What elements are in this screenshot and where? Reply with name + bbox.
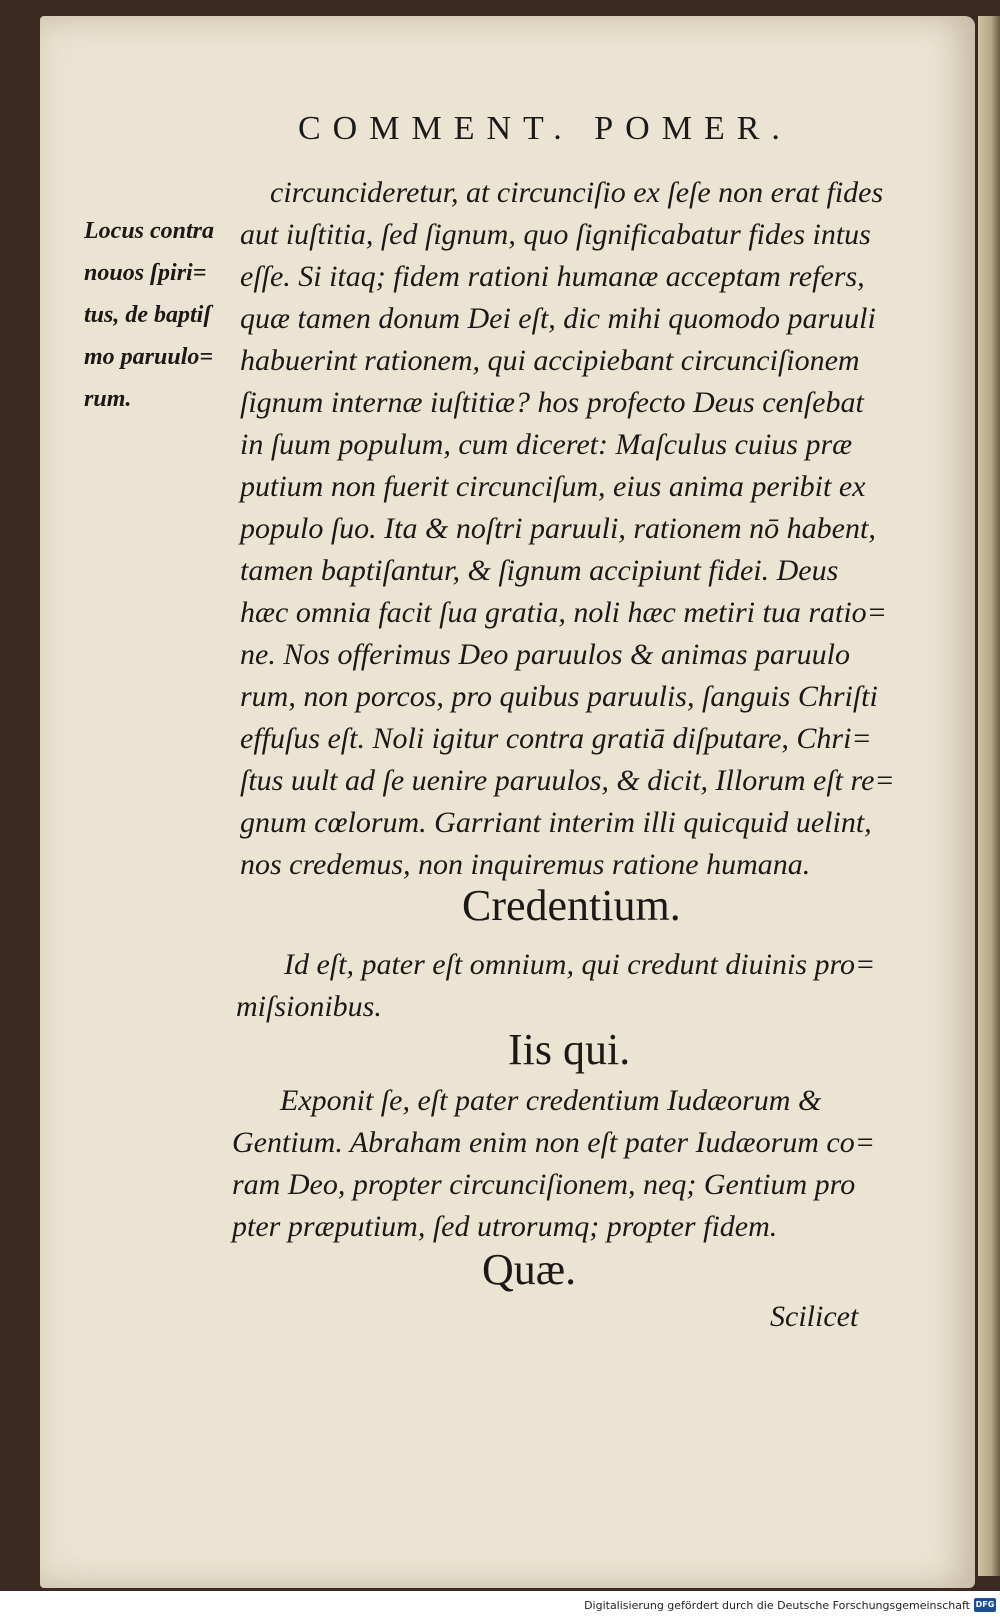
margin-note-line: rum.: [84, 386, 132, 412]
running-head: COMMENT. POMER.: [298, 110, 792, 147]
text-line: gnum cœlorum. Garriant interim illi quicquid uelint,: [240, 806, 872, 839]
footer-strip: [0, 1591, 1000, 1617]
text-line: rum, non porcos, pro quibus paruulis, ſanguis Chriſti: [240, 680, 878, 713]
text-line: Gentium. Abraham enim non eſt pater Iudæorum co=: [232, 1126, 875, 1159]
text-line: nos credemus, non inquiremus ratione humana.: [240, 848, 811, 881]
text-line: Exponit ſe, eſt pater credentium Iudæorum &: [280, 1084, 822, 1117]
page-edge: [978, 16, 1000, 1576]
text-block-2: [236, 944, 906, 1028]
section-heading-quae: Quæ.: [482, 1245, 577, 1294]
margin-note-line: nouos ſpiri=: [84, 260, 207, 286]
text-line: ram Deo, propter circunciſionem, neq; Gentium pro: [232, 1168, 856, 1201]
text-line: habuerint rationem, qui accipiebant circunciſionem: [240, 344, 860, 377]
text-line: ne. Nos offerimus Deo paruulos & animas paruulo: [240, 638, 851, 671]
text-line: Id eſt, pater eſt omnium, qui credunt diuinis pro=: [284, 948, 876, 981]
margin-note: [84, 210, 254, 420]
footer-credit: Digitalisierung gefördert durch die Deutsche Forschungsgemeinschaft: [584, 1599, 970, 1612]
text-line: circuncideretur, at circunciſio ex ſeſe non erat fides: [270, 176, 884, 209]
text-block-3: [232, 1080, 902, 1248]
text-line: quæ tamen donum Dei eſt, dic mihi quomodo paruuli: [240, 302, 876, 335]
text-line: hæc omnia facit ſua gratia, noli hæc metiri tua ratio=: [240, 596, 887, 629]
text-line: aut iuſtitia, ſed ſignum, quo ſignificabatur fides intus: [240, 218, 871, 251]
text-line: tamen baptiſantur, & ſignum accipiunt fidei. Deus: [240, 554, 839, 587]
text-line: effuſus eſt. Noli igitur contra gratiā diſputare, Chri=: [240, 722, 872, 755]
margin-note-line: Locus contra: [84, 218, 215, 244]
margin-note-line: mo paruulo=: [84, 344, 214, 370]
catchword: Scilicet: [770, 1300, 859, 1333]
section-heading-credentium: Credentium.: [462, 881, 681, 930]
text-line: in ſuum populum, cum diceret: Maſculus cuius præ: [240, 428, 853, 461]
section-heading-iis-qui: Iis qui.: [508, 1025, 631, 1074]
dfg-logo-icon: DFG: [974, 1598, 996, 1612]
text-line: populo ſuo. Ita & noſtri paruuli, rationem nō habent,: [240, 512, 876, 545]
main-text-block: [240, 172, 910, 886]
text-line: eſſe. Si itaq; fidem rationi humanæ acceptam refers,: [240, 260, 865, 293]
text-line: miſsionibus.: [236, 990, 382, 1023]
margin-note-line: tus, de baptiſ: [84, 302, 212, 328]
text-line: ſtus uult ad ſe uenire paruulos, & dicit, Illorum eſt re=: [240, 764, 895, 797]
text-line: ſignum internæ iuſtitiæ? hos profecto Deus cenſebat: [240, 386, 864, 419]
text-line: pter præputium, ſed utrorumq; propter fidem.: [232, 1210, 778, 1243]
text-line: putium non fuerit circunciſum, eius anima peribit ex: [240, 470, 866, 503]
